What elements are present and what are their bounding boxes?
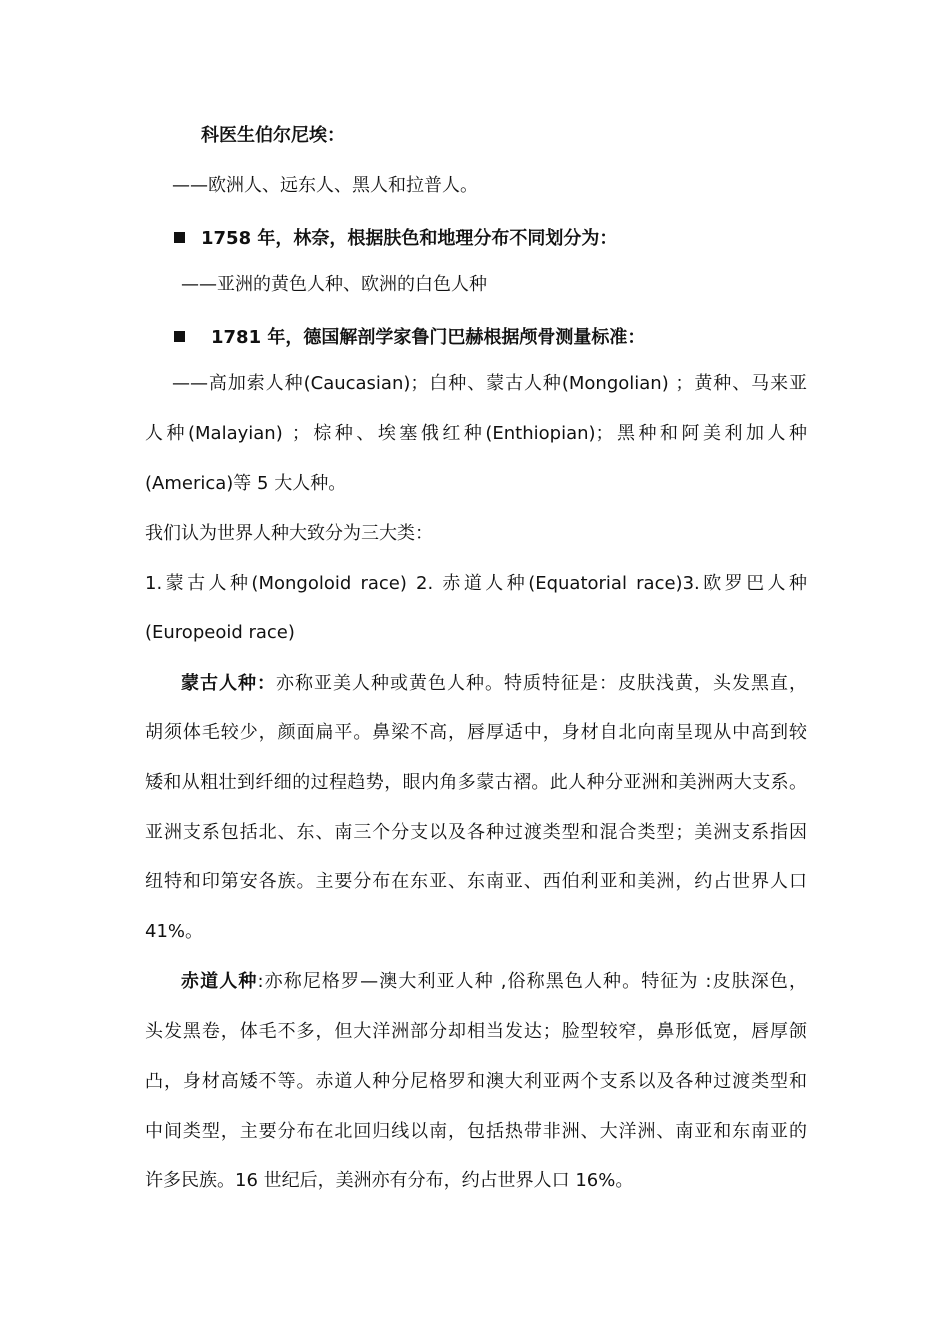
paragraph-line: ——高加索人种(Caucasian)；白种、蒙古人种(Mongolian) ；黄种、马来亚: [172, 373, 807, 394]
bullet-text-1758: 1758 年，林奈，根据肤色和地理分布不同划分为：: [201, 228, 618, 249]
paragraph-line: [181, 970, 807, 994]
paragraph-line: 头发黑卷，体毛不多，但大洋洲部分却相当发达；脸型较窄，鼻形低宽，唇厚颌: [145, 1021, 807, 1042]
paragraph-three-races-intro: 我们认为世界人种大致分为三大类：: [145, 523, 433, 544]
paragraph-line: [181, 672, 807, 696]
paragraph-line: 纽特和印第安各族。主要分布在东亚、东南亚、西伯利亚和美洲，约占世界人口: [145, 871, 807, 892]
paragraph-text: :亦称尼格罗—澳大利亚人种 ,俗称黑色人种。特征为 :皮肤深色，: [257, 971, 808, 992]
paragraph-line: 中间类型，主要分布在北回归线以南，包括热带非洲、大洋洲、南亚和东南亚的: [145, 1121, 807, 1142]
bullet-text-1781: 1781 年，德国解剖学家鲁门巴赫根据颅骨测量标准：: [211, 327, 646, 348]
term-equatorial: 赤道人种: [181, 971, 258, 992]
term-mongoloid: 蒙古人种：: [181, 673, 276, 694]
heading-bernier: 科医生伯尔尼埃：: [201, 125, 345, 146]
paragraph-bernier-list: ——欧洲人、远东人、黑人和拉普人。: [172, 175, 478, 196]
paragraph-line: 凸，身材高矮不等。赤道人种分尼格罗和澳大利亚两个支系以及各种过渡类型和: [145, 1071, 807, 1092]
paragraph-text: 亦称亚美人种或黄色人种。特质特征是：皮肤浅黄，头发黑直，: [276, 673, 807, 694]
paragraph-line: 许多民族。16 世纪后，美洲亦有分布，约占世界人口 16%。: [145, 1170, 634, 1191]
paragraph-linnaeus-list: ——亚洲的黄色人种、欧洲的白色人种: [181, 274, 487, 295]
paragraph-line: (America)等 5 大人种。: [145, 473, 347, 494]
paragraph-line: 亚洲支系包括北、东、南三个分支以及各种过渡类型和混合类型；美洲支系指因: [145, 822, 807, 843]
paragraph-line: 1.蒙古人种(Mongoloid race) 2. 赤道人种(Equatorial race)3.欧罗巴人种: [145, 573, 807, 594]
paragraph-line: 胡须体毛较少，颜面扁平。鼻梁不高，唇厚适中，身材自北向南呈现从中高到较: [145, 722, 807, 743]
paragraph-line: 人种(Malayian) ；棕种、埃塞俄红种(Enthiopian)；黑种和阿美利加人种: [145, 423, 807, 444]
paragraph-line: 41%。: [145, 921, 204, 942]
paragraph-line: 矮和从粗壮到纤细的过程趋势，眼内角多蒙古褶。此人种分亚洲和美洲两大支系。: [145, 772, 807, 793]
bullet-item-1781: [174, 326, 645, 350]
bullet-square-icon: [174, 331, 185, 342]
bullet-item-1758: [174, 227, 617, 251]
bullet-square-icon: [174, 232, 185, 243]
paragraph-line: (Europeoid race): [145, 622, 295, 643]
